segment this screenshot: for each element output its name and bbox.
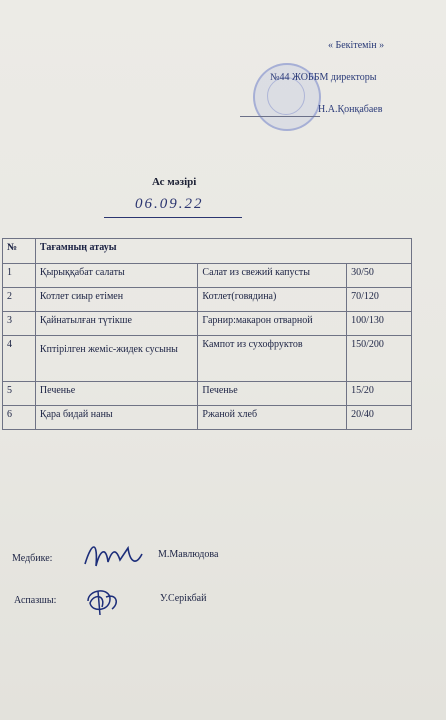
dish-name-kz: Қара бидай наны (35, 406, 198, 430)
row-number: 3 (3, 312, 36, 336)
approval-signature-line (240, 116, 320, 117)
header-number: № (3, 239, 36, 264)
approval-heading: « Бекітемін » (328, 40, 385, 51)
row-number: 4 (3, 336, 36, 382)
date-underline (104, 217, 242, 218)
cook-name: У.Серікбай (160, 593, 207, 604)
row-number: 6 (3, 406, 36, 430)
nurse-name: М.Мавлюдова (158, 549, 219, 560)
dish-portion: 30/50 (347, 264, 412, 288)
dish-portion: 150/200 (347, 336, 412, 382)
dish-name-kz: Котлет сиыр етімен (35, 288, 198, 312)
dish-portion: 70/120 (347, 288, 412, 312)
cook-label: Аспазшы: (14, 595, 57, 606)
nurse-signature-icon (80, 536, 150, 576)
table-row (3, 406, 412, 430)
dish-portion: 20/40 (347, 406, 412, 430)
table-header-row (3, 239, 412, 264)
dish-name-ru: Салат из свежий капусты (198, 264, 347, 288)
row-number: 2 (3, 288, 36, 312)
dish-name-ru: Кампот из сухофруктов (198, 336, 347, 382)
nurse-label: Медбике: (12, 553, 53, 564)
table-row (3, 336, 412, 382)
dish-name-kz: Кптірілген жеміс-жидек сусыны (35, 336, 198, 382)
menu-date: 06.09.22 (135, 196, 204, 212)
menu-table (2, 238, 412, 430)
table-row (3, 312, 412, 336)
table-row (3, 264, 412, 288)
dish-portion: 100/130 (347, 312, 412, 336)
dish-name-kz: Печенье (35, 382, 198, 406)
dish-name-kz: Қайнатылған түтікше (35, 312, 198, 336)
header-dish-name: Тағамның атауы (35, 239, 411, 264)
page-title: Ас мәзірі (152, 176, 197, 188)
dish-name-kz: Қырыққабат салаты (35, 264, 198, 288)
row-number: 1 (3, 264, 36, 288)
row-number: 5 (3, 382, 36, 406)
approval-position: №44 ЖОББМ директоры (270, 72, 377, 83)
approval-director-name: Н.А.Қонқабаев (318, 104, 383, 115)
dish-name-ru: Гарнир:макарон отварной (198, 312, 347, 336)
dish-name-ru: Ржаной хлеб (198, 406, 347, 430)
table-row (3, 382, 412, 406)
table-row (3, 288, 412, 312)
dish-name-ru: Котлет(говядина) (198, 288, 347, 312)
dish-name-ru: Печенье (198, 382, 347, 406)
dish-portion: 15/20 (347, 382, 412, 406)
cook-signature-icon (80, 583, 130, 619)
